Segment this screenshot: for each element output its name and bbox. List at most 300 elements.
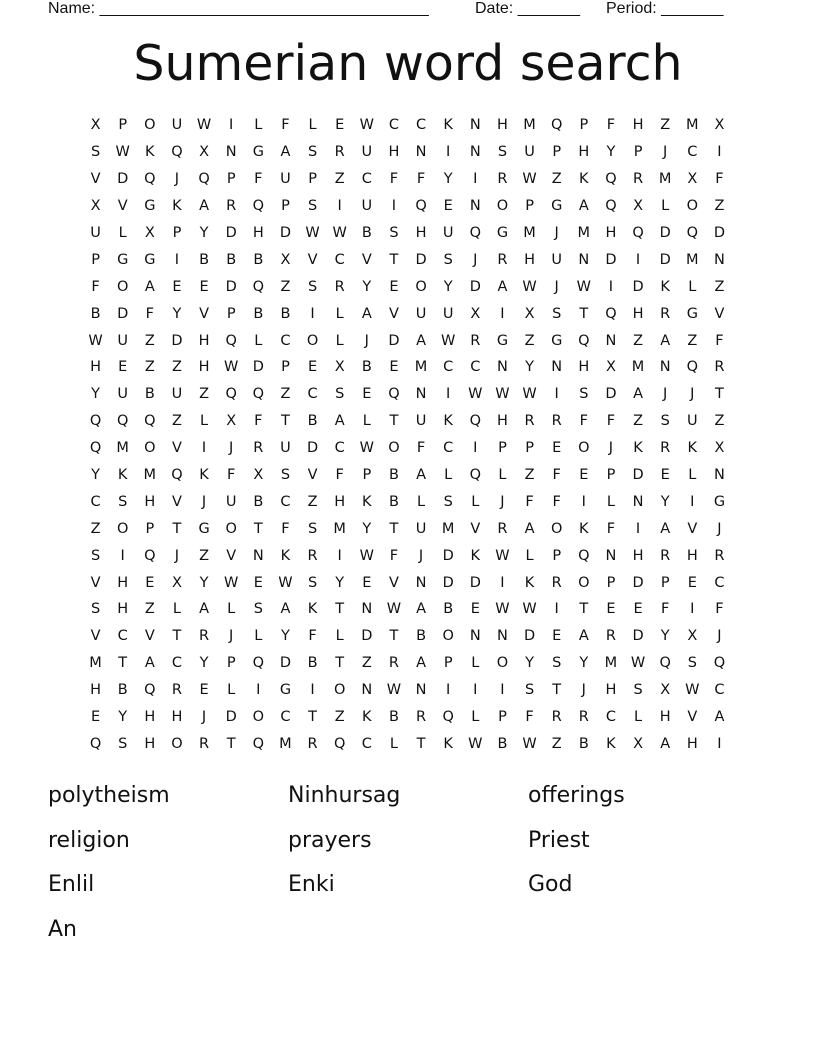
grid-letter: D bbox=[171, 332, 183, 349]
grid-letter: K bbox=[579, 171, 589, 188]
grid-letter: P bbox=[281, 198, 290, 215]
grid-letter: A bbox=[144, 278, 155, 295]
grid-letter: R bbox=[497, 520, 508, 537]
grid-letter: P bbox=[660, 574, 670, 591]
grid-letter: O bbox=[496, 198, 509, 215]
grid-letter: W bbox=[495, 547, 510, 564]
grid-letter: Z bbox=[334, 709, 345, 726]
grid-letter: Y bbox=[281, 628, 290, 645]
grid-letter: J bbox=[581, 682, 586, 699]
grid-letter: W bbox=[468, 735, 483, 752]
grid-letter: O bbox=[306, 332, 319, 349]
grid-letter: D bbox=[632, 574, 644, 591]
grid-letter: N bbox=[578, 251, 590, 268]
grid-letter: W bbox=[468, 386, 483, 403]
grid-letter: O bbox=[116, 278, 129, 295]
grid-letter: V bbox=[90, 574, 101, 591]
grid-letter: P bbox=[91, 251, 100, 268]
grid-row bbox=[82, 354, 734, 381]
grid-letter: R bbox=[253, 440, 264, 457]
grid-letter: L bbox=[525, 547, 534, 564]
grid-letter: F bbox=[606, 117, 616, 134]
grid-letter: D bbox=[225, 709, 237, 726]
grid-letter: D bbox=[632, 467, 644, 484]
grid-letter: S bbox=[443, 493, 453, 510]
grid-letter: H bbox=[659, 709, 671, 726]
grid-letter: F bbox=[552, 493, 561, 510]
grid-letter: Y bbox=[91, 386, 100, 403]
grid-letter: P bbox=[525, 440, 534, 457]
grid-letter: Y bbox=[606, 144, 616, 161]
grid-letter: P bbox=[308, 171, 317, 188]
grid-letter: O bbox=[550, 520, 563, 537]
grid-letter: K bbox=[443, 735, 453, 752]
grid-letter: I bbox=[717, 144, 722, 161]
word-list-item: An bbox=[48, 916, 77, 942]
grid-letter: H bbox=[578, 359, 590, 376]
grid-letter: A bbox=[144, 655, 155, 672]
grid-letter: Q bbox=[89, 413, 102, 430]
grid-letter: H bbox=[524, 251, 536, 268]
grid-letter: R bbox=[551, 413, 562, 430]
grid-letter: H bbox=[605, 682, 617, 699]
grid-letter: F bbox=[715, 601, 724, 618]
grid-letter: H bbox=[144, 735, 156, 752]
grid-letter: D bbox=[306, 440, 319, 457]
grid-letter: F bbox=[308, 628, 317, 645]
grid-letter: S bbox=[90, 547, 101, 564]
grid-letter: N bbox=[497, 359, 508, 376]
grid-letter: W bbox=[630, 655, 646, 672]
grid-letter: N bbox=[415, 386, 427, 403]
grid-row bbox=[82, 193, 734, 220]
grid-letter: S bbox=[118, 493, 128, 510]
grid-letter: C bbox=[714, 682, 725, 699]
grid-letter: O bbox=[116, 520, 129, 537]
grid-letter: F bbox=[281, 520, 290, 537]
grid-letter: X bbox=[144, 225, 155, 241]
grid-letter: D bbox=[632, 278, 644, 295]
grid-letter: S bbox=[389, 225, 399, 241]
grid-letter: V bbox=[90, 171, 101, 188]
grid-letter: U bbox=[442, 305, 454, 322]
grid-letter: W bbox=[685, 682, 700, 699]
grid-letter: W bbox=[332, 225, 347, 241]
grid-letter: T bbox=[118, 655, 128, 672]
grid-letter: Y bbox=[91, 467, 100, 484]
grid-letter: B bbox=[253, 305, 264, 322]
grid-letter: D bbox=[117, 305, 129, 322]
grid-letter: E bbox=[90, 709, 101, 726]
grid-letter: H bbox=[686, 547, 698, 564]
grid-letter: Z bbox=[144, 359, 155, 376]
grid-letter: V bbox=[687, 709, 698, 726]
grid-letter: L bbox=[471, 709, 480, 726]
grid-letter: J bbox=[500, 493, 505, 510]
grid-letter: L bbox=[661, 198, 670, 215]
grid-letter: B bbox=[578, 735, 589, 752]
grid-letter: T bbox=[579, 601, 589, 618]
grid-letter: C bbox=[280, 709, 291, 726]
grid-letter: R bbox=[199, 628, 210, 645]
grid-row bbox=[82, 515, 734, 542]
grid-letter: R bbox=[416, 709, 427, 726]
grid-letter: A bbox=[714, 709, 725, 726]
grid-letter: F bbox=[552, 467, 561, 484]
grid-letter: N bbox=[632, 493, 644, 510]
grid-letter: U bbox=[442, 225, 454, 241]
grid-letter: D bbox=[659, 225, 671, 241]
grid-letter: W bbox=[495, 601, 510, 618]
grid-letter: A bbox=[361, 305, 372, 322]
grid-letter: R bbox=[497, 171, 508, 188]
grid-letter: I bbox=[310, 682, 315, 699]
grid-letter: A bbox=[416, 332, 427, 349]
grid-letter: L bbox=[254, 628, 263, 645]
grid-letter: D bbox=[225, 225, 237, 241]
grid-letter: B bbox=[199, 251, 210, 268]
grid-letter: N bbox=[605, 332, 617, 349]
grid-letter: Q bbox=[442, 709, 454, 726]
grid-letter: X bbox=[199, 144, 210, 161]
grid-letter: Q bbox=[388, 386, 400, 403]
grid-row bbox=[82, 166, 734, 193]
grid-row bbox=[82, 408, 734, 435]
grid-letter: S bbox=[552, 655, 562, 672]
grid-letter: V bbox=[388, 305, 399, 322]
grid-letter: K bbox=[470, 547, 481, 564]
grid-row bbox=[82, 569, 734, 596]
grid-letter: U bbox=[171, 117, 183, 134]
grid-letter: P bbox=[226, 171, 236, 188]
grid-letter: E bbox=[335, 117, 345, 134]
grid-letter: R bbox=[524, 413, 535, 430]
grid-letter: A bbox=[524, 520, 535, 537]
grid-letter: D bbox=[279, 655, 292, 672]
grid-letter: R bbox=[660, 305, 671, 322]
grid-letter: B bbox=[307, 413, 318, 430]
grid-letter: L bbox=[471, 493, 480, 510]
grid-letter: I bbox=[174, 251, 180, 268]
grid-letter: Q bbox=[605, 198, 617, 215]
grid-letter: C bbox=[361, 735, 372, 752]
grid-letter: V bbox=[687, 520, 698, 537]
grid-letter: K bbox=[117, 467, 128, 484]
grid-letter: J bbox=[554, 278, 559, 295]
grid-letter: Z bbox=[551, 171, 562, 188]
grid-letter: W bbox=[196, 117, 212, 134]
grid-letter: T bbox=[335, 655, 345, 672]
grid-letter: B bbox=[416, 628, 427, 645]
grid-letter: Z bbox=[171, 359, 182, 376]
grid-letter: F bbox=[606, 413, 616, 430]
grid-letter: T bbox=[552, 682, 562, 699]
grid-letter: K bbox=[579, 520, 589, 537]
grid-letter: I bbox=[690, 493, 695, 510]
grid-letter: X bbox=[524, 305, 535, 322]
grid-letter: H bbox=[686, 735, 698, 752]
grid-letter: T bbox=[226, 735, 236, 752]
grid-letter: B bbox=[361, 359, 372, 376]
grid-letter: Q bbox=[469, 413, 482, 430]
grid-letter: X bbox=[660, 682, 671, 699]
grid-letter: Y bbox=[199, 655, 209, 672]
grid-letter: A bbox=[660, 735, 671, 752]
date-field-label: Date: _______ bbox=[475, 0, 580, 17]
grid-letter: U bbox=[415, 520, 427, 537]
grid-letter: O bbox=[388, 440, 400, 457]
grid-letter: K bbox=[443, 413, 453, 430]
grid-letter: H bbox=[496, 413, 508, 430]
grid-letter: I bbox=[446, 144, 451, 161]
grid-letter: Z bbox=[524, 467, 535, 484]
grid-letter: K bbox=[660, 278, 670, 295]
grid-letter: K bbox=[145, 144, 155, 161]
grid-letter: C bbox=[687, 144, 698, 161]
grid-letter: V bbox=[90, 628, 101, 645]
grid-letter: S bbox=[497, 144, 508, 161]
grid-letter: Q bbox=[144, 682, 156, 699]
grid-letter: O bbox=[496, 655, 509, 672]
grid-letter: J bbox=[201, 709, 207, 726]
grid-letter: O bbox=[442, 628, 454, 645]
grid-letter: C bbox=[117, 628, 128, 645]
grid-letter: N bbox=[714, 467, 725, 484]
grid-letter: O bbox=[415, 278, 427, 295]
grid-letter: O bbox=[171, 735, 183, 752]
grid-letter: X bbox=[605, 359, 616, 376]
grid-letter: Y bbox=[362, 278, 372, 295]
grid-letter: B bbox=[307, 655, 318, 672]
grid-letter: Q bbox=[686, 359, 699, 376]
grid-letter: T bbox=[389, 413, 399, 430]
grid-letter: W bbox=[305, 225, 320, 241]
grid-letter: F bbox=[254, 171, 263, 188]
grid-letter: I bbox=[229, 117, 234, 134]
grid-letter: L bbox=[335, 332, 344, 349]
grid-letter: S bbox=[307, 198, 318, 215]
grid-letter: D bbox=[469, 278, 481, 295]
grid-letter: E bbox=[199, 278, 209, 295]
grid-letter: M bbox=[441, 520, 455, 537]
grid-letter: T bbox=[308, 709, 317, 726]
grid-letter: N bbox=[469, 198, 481, 215]
grid-letter: B bbox=[280, 305, 291, 322]
grid-letter: C bbox=[90, 493, 101, 510]
grid-letter: Q bbox=[144, 413, 156, 430]
grid-letter: S bbox=[552, 305, 562, 322]
grid-letter: Q bbox=[713, 655, 726, 672]
grid-letter: S bbox=[687, 655, 697, 672]
grid-letter: D bbox=[605, 251, 617, 268]
grid-letter: Z bbox=[144, 601, 155, 618]
grid-letter: F bbox=[416, 440, 426, 457]
grid-letter: L bbox=[335, 628, 344, 645]
grid-letter: H bbox=[198, 332, 210, 349]
grid-letter: J bbox=[229, 440, 234, 457]
grid-letter: M bbox=[631, 359, 645, 376]
grid-row bbox=[82, 273, 734, 300]
grid-letter: C bbox=[307, 386, 318, 403]
grid-letter: S bbox=[524, 682, 535, 699]
grid-letter: A bbox=[497, 278, 508, 295]
grid-letter: N bbox=[469, 117, 481, 134]
grid-letter: H bbox=[496, 117, 508, 134]
grid-letter: V bbox=[714, 305, 725, 322]
grid-letter: D bbox=[713, 225, 726, 241]
grid-letter: N bbox=[469, 628, 481, 645]
grid-letter: K bbox=[172, 198, 182, 215]
grid-letter: M bbox=[414, 359, 428, 376]
grid-letter: L bbox=[254, 332, 263, 349]
grid-letter: A bbox=[416, 467, 427, 484]
grid-letter: J bbox=[174, 547, 180, 564]
grid-letter: Z bbox=[633, 332, 644, 349]
grid-letter: I bbox=[473, 440, 478, 457]
grid-letter: Z bbox=[334, 171, 345, 188]
grid-letter: N bbox=[361, 601, 373, 618]
grid-letter: M bbox=[279, 735, 292, 752]
grid-letter: Z bbox=[280, 386, 291, 403]
grid-letter: Y bbox=[118, 709, 128, 726]
grid-letter: C bbox=[470, 359, 481, 376]
grid-letter: S bbox=[579, 386, 589, 403]
grid-letter: C bbox=[443, 440, 454, 457]
grid-letter: B bbox=[443, 601, 454, 618]
grid-letter: B bbox=[497, 735, 508, 752]
grid-row bbox=[82, 300, 734, 327]
grid-letter: H bbox=[388, 144, 400, 161]
grid-letter: H bbox=[334, 493, 346, 510]
grid-letter: U bbox=[415, 305, 427, 322]
grid-letter: T bbox=[579, 305, 589, 322]
grid-letter: Q bbox=[171, 144, 183, 161]
grid-letter: E bbox=[199, 682, 209, 699]
grid-letter: F bbox=[389, 547, 399, 564]
grid-letter: A bbox=[578, 198, 589, 215]
grid-letter: P bbox=[226, 305, 236, 322]
grid-letter: I bbox=[473, 682, 478, 699]
grid-letter: E bbox=[687, 574, 697, 591]
grid-letter: U bbox=[687, 413, 698, 430]
grid-letter: M bbox=[143, 467, 157, 484]
grid-letter: H bbox=[90, 682, 102, 699]
grid-letter: T bbox=[715, 386, 724, 403]
grid-letter: X bbox=[253, 467, 264, 484]
grid-letter: I bbox=[635, 520, 641, 537]
grid-letter: Z bbox=[714, 278, 725, 295]
grid-letter: Q bbox=[171, 467, 183, 484]
grid-letter: W bbox=[495, 386, 510, 403]
grid-letter: S bbox=[253, 601, 263, 618]
grid-letter: D bbox=[415, 251, 427, 268]
grid-letter: C bbox=[361, 171, 372, 188]
grid-letter: Q bbox=[144, 547, 156, 564]
grid-letter: E bbox=[660, 467, 670, 484]
grid-letter: I bbox=[256, 682, 261, 699]
grid-letter: S bbox=[633, 682, 643, 699]
grid-letter: O bbox=[225, 520, 237, 537]
grid-letter: B bbox=[253, 251, 264, 268]
grid-letter: H bbox=[605, 225, 617, 241]
grid-letter: P bbox=[172, 225, 182, 241]
grid-letter: K bbox=[280, 547, 291, 564]
grid-letter: R bbox=[199, 735, 210, 752]
grid-letter: A bbox=[199, 198, 210, 215]
grid-letter: Z bbox=[280, 278, 291, 295]
grid-letter: Z bbox=[307, 493, 318, 510]
grid-letter: G bbox=[551, 332, 563, 349]
grid-letter: R bbox=[578, 709, 589, 726]
grid-letter: I bbox=[446, 386, 451, 403]
word-list-item: God bbox=[528, 872, 573, 897]
grid-letter: E bbox=[118, 359, 128, 376]
grid-letter: I bbox=[391, 198, 397, 215]
grid-letter: P bbox=[552, 547, 562, 564]
grid-letter: D bbox=[252, 359, 264, 376]
grid-letter: K bbox=[362, 709, 372, 726]
grid-letter: W bbox=[359, 440, 374, 457]
grid-letter: L bbox=[417, 493, 426, 510]
grid-letter: O bbox=[252, 709, 265, 726]
grid-row bbox=[82, 327, 734, 354]
grid-letter: R bbox=[714, 547, 725, 564]
grid-letter: P bbox=[281, 359, 290, 376]
grid-row bbox=[82, 623, 734, 650]
grid-letter: X bbox=[633, 198, 644, 215]
grid-letter: M bbox=[523, 225, 536, 241]
grid-letter: A bbox=[633, 386, 644, 403]
grid-letter: N bbox=[252, 547, 264, 564]
grid-letter: Z bbox=[144, 332, 155, 349]
grid-letter: I bbox=[690, 601, 695, 618]
grid-letter: S bbox=[90, 144, 101, 161]
grid-letter: M bbox=[577, 225, 591, 241]
grid-letter: X bbox=[687, 171, 698, 188]
grid-letter: F bbox=[91, 278, 100, 295]
grid-letter: Q bbox=[415, 198, 427, 215]
grid-letter: Z bbox=[633, 413, 644, 430]
grid-letter: I bbox=[337, 198, 342, 215]
grid-letter: E bbox=[606, 601, 616, 618]
grid-letter: V bbox=[470, 520, 481, 537]
grid-letter: P bbox=[579, 117, 589, 134]
grid-row bbox=[82, 677, 734, 704]
grid-letter: J bbox=[201, 493, 207, 510]
grid-letter: A bbox=[280, 601, 291, 618]
grid-letter: W bbox=[576, 278, 591, 295]
grid-letter: U bbox=[551, 251, 562, 268]
grid-letter: F bbox=[525, 709, 534, 726]
grid-letter: I bbox=[500, 574, 505, 591]
grid-letter: F bbox=[335, 467, 344, 484]
grid-letter: S bbox=[307, 278, 318, 295]
grid-letter: L bbox=[172, 601, 181, 618]
grid-letter: F bbox=[416, 171, 426, 188]
period-field-label: Period: _______ bbox=[606, 0, 724, 17]
grid-letter: Q bbox=[605, 171, 617, 188]
grid-letter: B bbox=[144, 386, 155, 403]
grid-letter: V bbox=[226, 547, 237, 564]
grid-letter: Q bbox=[252, 655, 265, 672]
grid-letter: I bbox=[500, 682, 505, 699]
grid-row bbox=[82, 435, 734, 462]
grid-letter: H bbox=[632, 117, 644, 134]
grid-letter: N bbox=[225, 144, 237, 161]
grid-letter: K bbox=[633, 440, 643, 457]
grid-letter: I bbox=[337, 547, 342, 564]
grid-letter: V bbox=[171, 493, 182, 510]
